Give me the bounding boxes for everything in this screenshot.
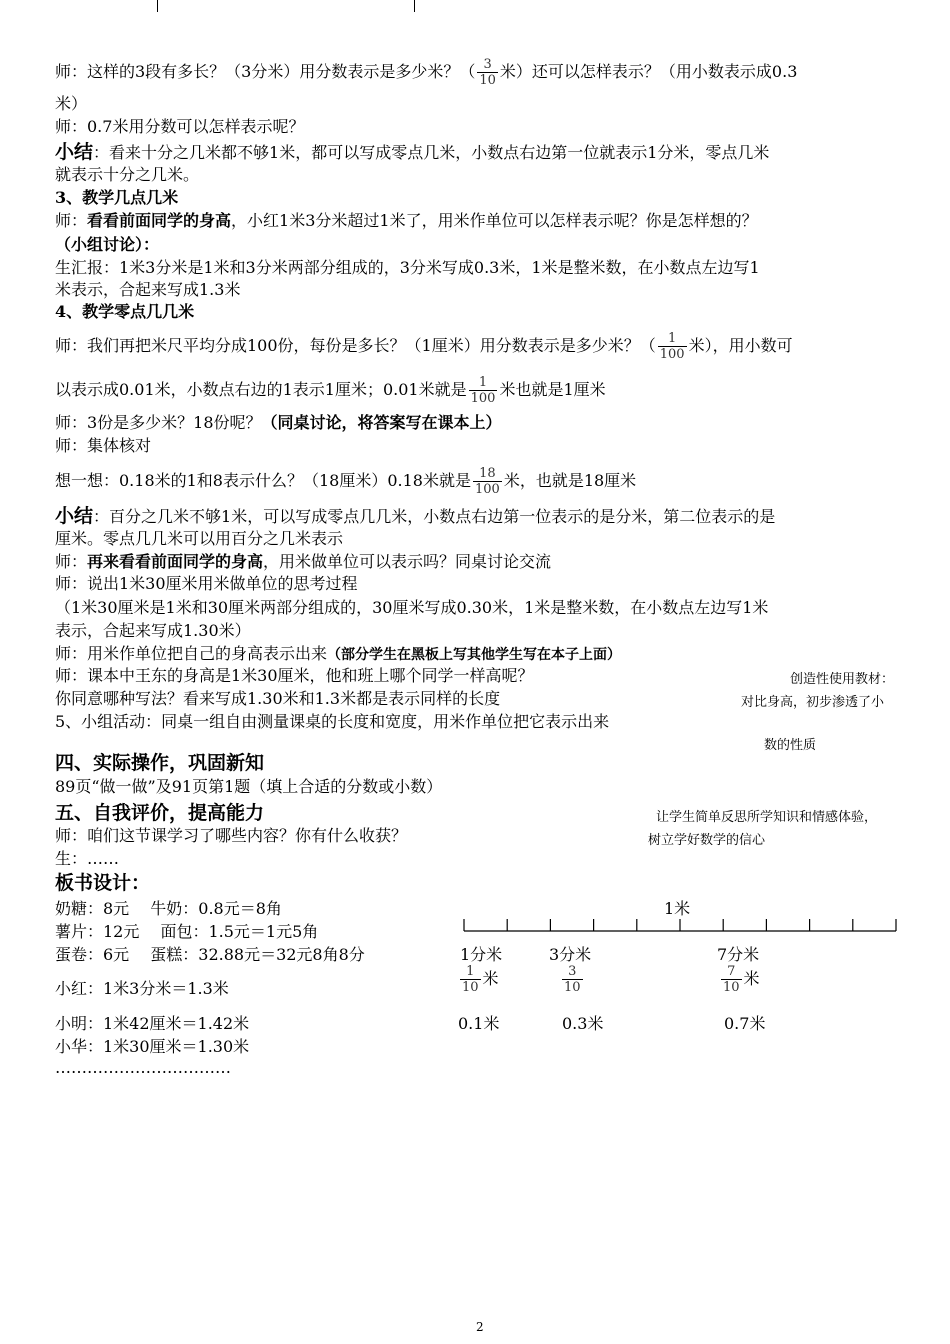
unit: 米 — [743, 969, 760, 988]
numerator: 18 — [473, 466, 502, 482]
fraction — [721, 964, 742, 995]
fraction — [473, 466, 502, 497]
decimal-meter: 0.7米 — [724, 1014, 766, 1033]
emphasis: （同桌讨论，将答案写在课本上） — [261, 413, 502, 432]
page-number: 2 — [476, 1320, 484, 1334]
denominator: 10 — [462, 980, 479, 995]
board-line: 小红：1米3分米＝1.3米 — [55, 979, 229, 998]
meter-ruler — [460, 915, 900, 935]
text-line: （1米30厘米是1米和30厘米两部分组成的，30厘米写成0.30米，1米是整米数，在小数点左边写1米 — [55, 598, 769, 617]
fraction — [477, 57, 498, 88]
denominator: 100 — [659, 347, 685, 362]
text-line — [55, 551, 551, 573]
text-line: 米） — [55, 94, 88, 113]
section-heading: 4、教学零点几几米 — [55, 302, 195, 321]
text-line: 就表示十分之几米。 — [55, 165, 200, 184]
unit: 米 — [482, 969, 499, 988]
text: 师：我们再把米尺平均分成100份，每份是多长？（1厘米）用分数表示是多少米？（ — [55, 336, 656, 355]
text-line — [55, 412, 502, 434]
fraction — [460, 964, 481, 995]
numerator: 1 — [658, 331, 687, 347]
numerator: 3 — [562, 964, 583, 980]
header-mark — [414, 0, 415, 12]
board-line: 小华：1米30厘米＝1.30米 — [55, 1037, 250, 1056]
text-line: 师：0.7米用分数可以怎样表示呢？ — [55, 117, 305, 136]
denominator: 100 — [474, 482, 500, 497]
emphasis: （部分学生在黑板上写其他学生写在本子上面） — [327, 647, 622, 663]
text: 师：这样的3段有多长？（3分米）用分数表示是多少米？（ — [55, 62, 476, 81]
text-line — [55, 466, 636, 497]
text-line — [55, 375, 606, 406]
text: 米）还可以怎样表示？（用小数表示成0.3 — [499, 62, 798, 81]
side-note: 创造性使用教材： — [790, 672, 895, 687]
board-line: 薯片：12元 面包：1.5元＝1元5角 — [55, 922, 319, 941]
board-line: …………………………… — [55, 1058, 231, 1077]
text-line — [55, 505, 775, 528]
text: 师： — [55, 211, 88, 230]
decimeter-label: 3分米 — [549, 945, 592, 964]
text-line — [55, 643, 621, 666]
text: 米也就是1厘米 — [499, 380, 606, 399]
decimeter-label: 1分米 — [460, 945, 503, 964]
fraction — [658, 331, 687, 362]
numerator: 1 — [469, 375, 498, 391]
denominator: 10 — [564, 980, 581, 995]
summary-label: 小结 — [55, 141, 94, 163]
text: 米，也就是18厘米 — [503, 471, 637, 490]
text-line — [55, 57, 797, 88]
text-line — [55, 210, 758, 232]
ruler-label: 1米 — [664, 899, 691, 918]
fraction-meter — [560, 964, 585, 995]
denominator: 100 — [470, 391, 496, 406]
fraction — [562, 964, 583, 995]
text-line — [55, 331, 793, 362]
board-line: 奶糖：8元 牛奶：0.8元＝8角 — [55, 899, 282, 918]
numerator: 7 — [721, 964, 742, 980]
board-line: 小明：1米42厘米＝1.42米 — [55, 1014, 250, 1033]
denominator: 10 — [479, 73, 496, 88]
text: ：百分之几米不够1米，可以写成零点几几米，小数点右边第一位表示的是分米，第二位表示的是 — [93, 507, 776, 526]
numerator: 1 — [460, 964, 481, 980]
fraction — [469, 375, 498, 406]
text-line: 生汇报：1米3分米是1米和3分米两部分组成的，3分米写成0.3米，1米是整米数，在小数点左边写1 — [55, 258, 760, 277]
emphasis: 看看前面同学的身高 — [87, 211, 232, 230]
side-note: 数的性质 — [764, 738, 817, 753]
text: 师： — [55, 552, 88, 571]
text-line: 师：课本中王东的身高是1米30厘米，他和班上哪个同学一样高呢？ — [55, 666, 534, 685]
section-heading: 板书设计： — [55, 872, 151, 894]
fraction-meter — [458, 964, 499, 995]
decimal-meter: 0.3米 — [562, 1014, 604, 1033]
text-line: （小组讨论）： — [55, 235, 160, 254]
text-line: 表示，合起来写成1.30米） — [55, 621, 251, 640]
side-note: 对比身高，初步渗透了小 — [741, 695, 885, 710]
text-line: 厘米。零点几几米可以用百分之几米表示 — [55, 529, 344, 548]
text: 以表示成0.01米，小数点右边的1表示1厘米；0.01米就是 — [55, 380, 467, 399]
text-line — [55, 141, 769, 164]
text: ：看来十分之几米都不够1米，都可以写成零点几米，小数点右边第一位就表示1分米，零点几米 — [93, 143, 770, 162]
side-note: 让学生简单反思所学知识和情感体验， — [656, 810, 878, 825]
text: ，用米做单位可以表示吗？同桌讨论交流 — [263, 552, 552, 571]
text: 师：用米作单位把自己的身高表示出来 — [55, 644, 328, 663]
text-line: 师：说出1米30厘米用米做单位的思考过程 — [55, 574, 358, 593]
text: 想一想：0.18米的1和8表示什么？（18厘米）0.18米就是 — [55, 471, 471, 490]
text-line: 米表示，合起来写成1.3米 — [55, 280, 241, 299]
side-note: 树立学好数学的信心 — [648, 833, 766, 848]
decimeter-label: 7分米 — [717, 945, 760, 964]
denominator: 10 — [723, 980, 740, 995]
text-line: 生：…… — [55, 849, 120, 868]
section-heading: 五、自我评价，提高能力 — [55, 802, 265, 824]
text-line: 师：集体核对 — [55, 436, 152, 455]
board-line: 蛋卷：6元 蛋糕：32.88元＝32元8角8分 — [55, 945, 365, 964]
text-line: 89页“做一做”及91页第1题（填上合适的分数或小数） — [55, 777, 443, 796]
section-heading: 3、教学几点几米 — [55, 188, 179, 207]
text: 米），用小数可 — [688, 336, 793, 355]
text: 师：3份是多少米？18份呢？ — [55, 413, 262, 432]
text-line: 5、小组活动：同桌一组自由测量课桌的长度和宽度，用米作单位把它表示出来 — [55, 712, 610, 731]
text-line: 你同意哪种写法？看来写成1.30米和1.3米都是表示同样的长度 — [55, 689, 501, 708]
summary-label: 小结 — [55, 505, 94, 527]
text: ，小红1米3分米超过1米了，用米作单位可以怎样表示呢？你是怎样想的？ — [231, 211, 758, 230]
fraction-meter — [719, 964, 760, 995]
emphasis: 再来看看前面同学的身高 — [87, 552, 264, 571]
section-heading: 四、实际操作，巩固新知 — [55, 752, 265, 774]
numerator: 3 — [477, 57, 498, 73]
text-line: 师：咱们这节课学习了哪些内容？你有什么收获？ — [55, 826, 408, 845]
decimal-meter: 0.1米 — [458, 1014, 500, 1033]
header-mark — [157, 0, 158, 12]
